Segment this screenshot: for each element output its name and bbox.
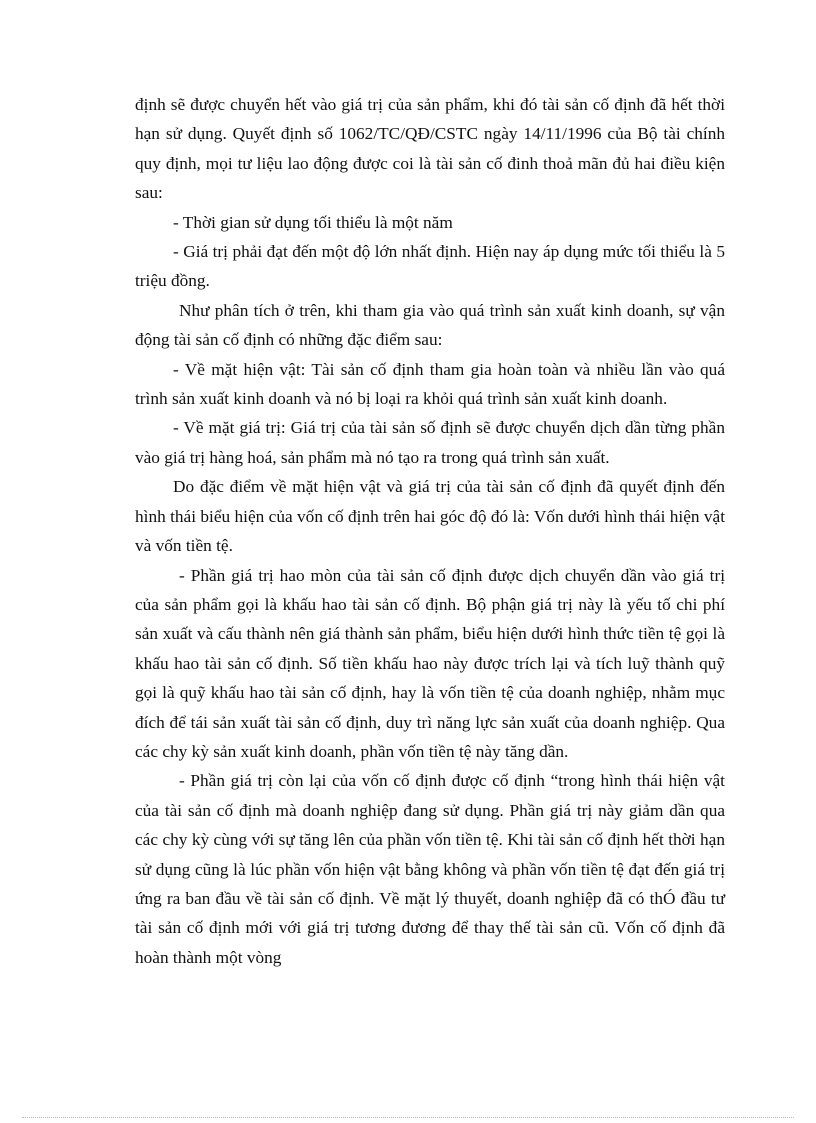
paragraph: - Thời gian sử dụng tối thiểu là một năm bbox=[173, 212, 453, 232]
paragraph: Do đặc điểm về mặt hiện vật và giá trị của tài sản cố định đã quyết định đến hình thái biểu hiện của vốn cố định trên hai góc độ đó là: Vốn dưới hình thái hiện vật và vốn tiền tệ. bbox=[135, 477, 725, 556]
page-bottom-divider bbox=[22, 1117, 794, 1118]
paragraph: - Giá trị phải đạt đến một độ lớn nhất định. Hiện nay áp dụng mức tối thiểu là 5 triệu đồng. bbox=[135, 242, 725, 291]
paragraph: định sẽ được chuyển hết vào giá trị của sản phẩm, khi đó tài sản cố định đã hết thời hạn sử dụng. Quyết định số 1062/TC/QĐ/CSTC ngày 14/11/1996 của Bộ tài chính quy định, mọi tư liệu lao động được coi là tài sản cố đinh thoả mãn đủ hai điều kiện sau: bbox=[135, 95, 725, 203]
paragraph: - Về mặt giá trị: Giá trị của tài sản số định sẽ được chuyển dịch dần từng phần vào giá trị hàng hoá, sản phẩm mà nó tạo ra trong quá trình sản xuất. bbox=[135, 418, 725, 467]
paragraph: - Phần giá trị hao mòn của tài sản cố định được dịch chuyển dần vào giá trị của sản phẩm gọi là khấu hao tài sản cố định. Bộ phận giá trị này là yếu tố chi phí sản xuất và cấu thành nên giá thành sản phẩm, biểu hiện dưới hình thức tiền tệ gọi là khấu hao tài sản cố định. Số tiền khấu hao này được trích lại và tích luỹ thành quỹ gọi là quỹ khấu hao tài sản cố định, hay là vốn tiền tệ của doanh nghiệp, nhằm mục đích để tái sản xuất tài sản cố định, duy trì năng lực sản xuất của doanh nghiệp. Qua các chy kỳ sản xuất kinh doanh, phần vốn tiền tệ này tăng dần. bbox=[135, 565, 725, 761]
paragraph: Như phân tích ở trên, khi tham gia vào quá trình sản xuất kinh doanh, sự vận động tài sản cố định có những đặc điểm sau: bbox=[135, 300, 725, 350]
paragraph: - Về mặt hiện vật: Tài sản cố định tham gia hoàn toàn và nhiều lần vào quá trình sản xuất kinh doanh và nó bị loại ra khỏi quá trình sản xuất kinh doanh. bbox=[135, 359, 725, 409]
paragraph: - Phần giá trị còn lại của vốn cố định được cố định “trong hình thái hiện vật của tài sản cố định mà doanh nghiệp đang sử dụng. Phần giá trị này giảm dần qua các chy kỳ cùng với sự tăng lên của phần vốn tiền tệ. Khi tài sản cố định hết thời hạn sử dụng cũng là lúc phần vốn hiện vật bằng không và phần vốn tiền tệ đạt đến giá trị ứng ra ban đầu về tài sản cố định. Về mặt lý thuyết, doanh nghiệp đã có thÓ đầu tư tài sản cố định mới với giá trị tương đương để thay thế tài sản cũ. Vốn cố định đã hoàn thành một vòng bbox=[135, 771, 725, 967]
document-body bbox=[135, 90, 725, 972]
